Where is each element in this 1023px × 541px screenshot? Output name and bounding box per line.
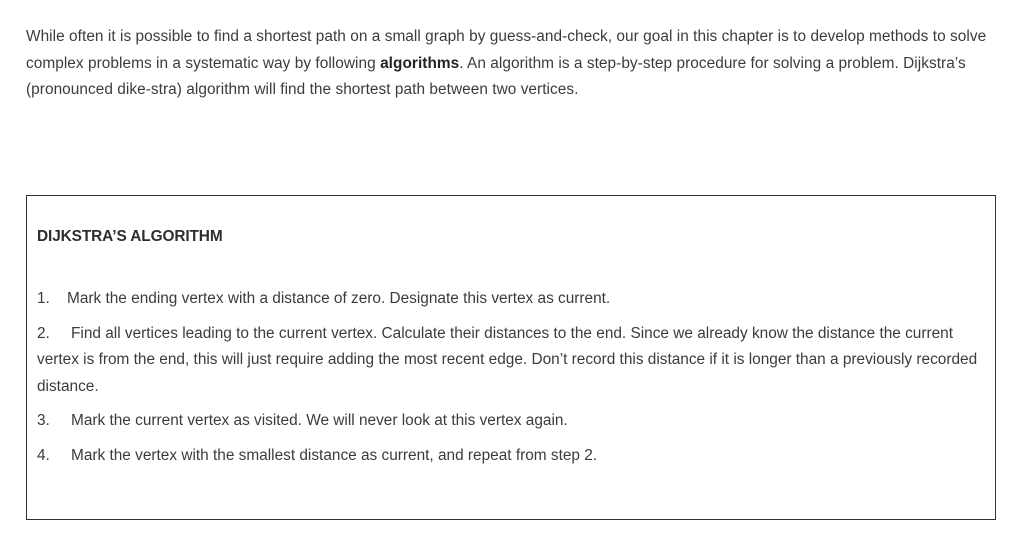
algorithm-step-2: [37, 321, 985, 401]
step-text: Mark the vertex with the smallest distance as current, and repeat from step 2.: [71, 446, 598, 464]
step-number: 2.: [37, 324, 50, 342]
step-text: Mark the current vertex as visited. We will never look at this vertex again.: [71, 412, 568, 429]
step-number: 1.: [37, 290, 50, 307]
algorithm-step-1: [37, 286, 985, 313]
step-text: Mark the ending vertex with a distance of zero. Designate this vertex as current.: [67, 290, 611, 307]
step-number: 4.: [37, 446, 50, 464]
algorithm-steps: [37, 286, 985, 477]
algorithm-box: [26, 195, 996, 520]
intro-text-before: While often it is possible to find a shortest path on a small graph by guess-and-check, our goal in this chapter is to develop methods to solve complex problems in a systematic way by following: [26, 28, 987, 72]
step-number: 3.: [37, 412, 50, 429]
step-text: Find all vertices leading to the current vertex. Calculate their distances to the end. Since we already know the distance the current vertex is from the end, this will just require adding the most recent edge. Don’t record this distance if it is longer than a previously recorded distance.: [37, 324, 978, 395]
algorithm-step-4: [37, 443, 985, 470]
intro-paragraph: [26, 24, 1001, 104]
algorithm-title: DIJKSTRA’S ALGORITHM: [37, 228, 223, 245]
algorithm-step-3: [37, 408, 985, 435]
intro-text-after: . An algorithm is a step-by-step procedure for solving a problem. Dijkstra’s (pronounced dike-stra) algorithm will find the shortest path between two vertices.: [26, 54, 966, 98]
intro-bold-term: algorithms: [380, 54, 460, 72]
